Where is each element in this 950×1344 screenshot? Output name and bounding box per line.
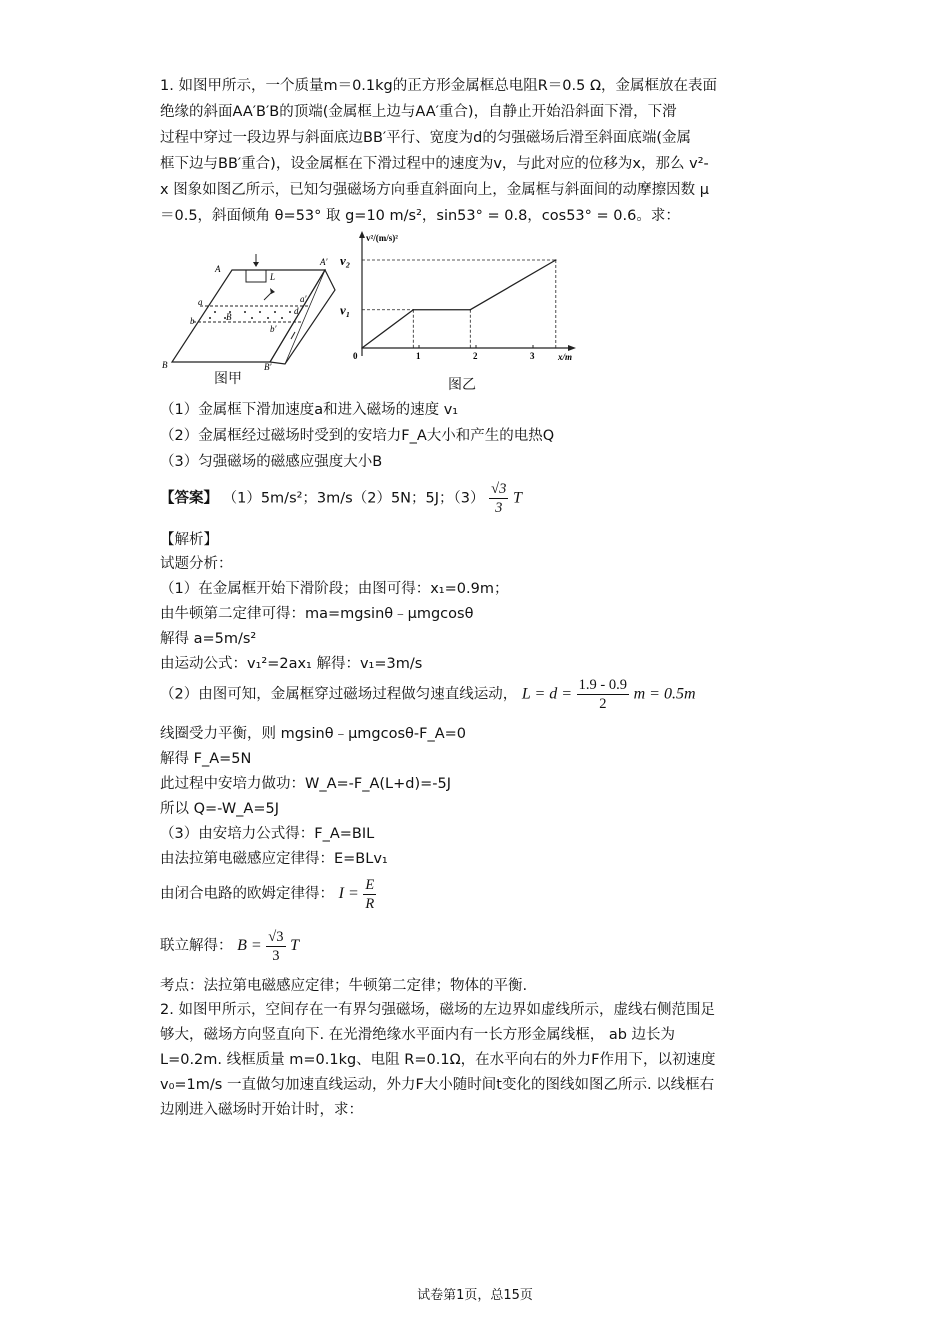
q1-question-1: （1）金属框下滑加速度a和进入磁场的速度 v₁ <box>160 402 459 418</box>
analysis-line-10: （3）由安培力公式得：F_A=BIL <box>160 826 375 842</box>
ohm-left: I = <box>338 885 359 902</box>
kaodian: 考点：法拉第电磁感应定律；牛顿第二定律；物体的平衡. <box>160 978 528 994</box>
x-axis-label: x/m <box>558 352 573 362</box>
analysis-line-1: 试题分析： <box>160 556 233 572</box>
label-A: A <box>215 264 221 274</box>
analysis-line-3: 由牛顿第二定律可得：ma=mgsinθ﹣μmgcosθ <box>160 606 474 622</box>
q2-line-1: 2. 如图甲所示，空间存在一有界匀强磁场，磁场的左边界如虚线所示，虚线右侧范围足 <box>160 1002 715 1018</box>
q2-line-3: L=0.2m. 线框质量 m=0.1kg、电阻 R=0.1Ω，在水平向右的外力F作用下，以初速度 <box>160 1052 716 1068</box>
part2-text: （2）由图可知，金属框穿过磁场过程做匀速直线运动， <box>160 686 518 703</box>
q2-line-4: v₀=1m/s 一直做匀加速直线运动，外力F大小随时间t变化的图线如图乙所示. 以线框右 <box>160 1077 715 1093</box>
label-L: L <box>270 272 276 282</box>
analysis-line-4: 解得 a=5m/s² <box>160 631 257 647</box>
label-b: b <box>190 316 195 326</box>
ohm-text: 由闭合电路的欧姆定律得： <box>160 886 334 902</box>
ohm-fraction <box>363 876 376 913</box>
analysis-line-5: 由运动公式：v₁²=2ax₁ 解得：v₁=3m/s <box>160 656 423 672</box>
x-tick-label-0: 0 <box>353 351 358 361</box>
q1-intro-line-6: ＝0.5，斜面倾角 θ=53° 取 g=10 m/s²，sin53° = 0.8，cos53° = 0.6。求： <box>160 208 680 224</box>
caption-figure-yi: 图乙 <box>448 377 476 393</box>
ohm-den: R <box>365 895 375 912</box>
q1-question-2: （2）金属框经过磁场时受到的安培力F_A大小和产生的电热Q <box>160 428 555 444</box>
analysis-line-8: 此过程中安培力做功：W_A=-F_A(L+d)=-5J <box>160 776 452 792</box>
label-B-prime: B′ <box>264 362 272 372</box>
q1-intro-line-2: 绝缘的斜面AA′B′B的顶端(金属框上边与AA′重合)，自静止开始沿斜面下滑，下滑 <box>160 104 677 120</box>
q1-question-3: （3）匀强磁场的磁感应强度大小B <box>160 454 383 470</box>
answer-text: （1）5m/s²；3m/s（2）5N；5J；（3） <box>222 490 485 507</box>
label-d: d <box>294 306 299 316</box>
label-b-prime: b′ <box>270 324 277 334</box>
q1-intro-line-5: x 图象如图乙所示，已知匀强磁场方向垂直斜面向上，金属框与斜面间的动摩擦因数 μ <box>160 182 710 198</box>
q1-intro-line-1: 1. 如图甲所示，一个质量m＝0.1kg的正方形金属框总电阻R＝0.5 Ω，金属框放在表面 <box>160 78 718 94</box>
solve-num: √3 <box>268 928 284 945</box>
answer-fraction <box>489 480 508 517</box>
series-line <box>362 260 556 348</box>
answer-unit: T <box>512 489 522 507</box>
label-B: B <box>162 360 168 370</box>
q2-line-2: 够大，磁场方向竖直向下. 在光滑绝缘水平面内有一长方形金属线框， ab 边长为 <box>160 1027 676 1043</box>
part2-fraction <box>577 676 629 713</box>
y-tick-label-1: v₂ <box>340 253 351 268</box>
analysis-line-7: 解得 F_A=5N <box>160 751 252 767</box>
solve-fraction <box>266 928 285 965</box>
figure-yi-chart <box>340 228 590 368</box>
label-field-B: B <box>226 312 232 322</box>
answer-frac-num: √3 <box>491 481 507 497</box>
q1-answer <box>160 480 796 517</box>
part2-math-left: L = d = <box>521 685 573 703</box>
page-footer: 试卷第1页，总15页 <box>417 1288 533 1303</box>
x-tick-label-3: 3 <box>530 351 535 361</box>
solve-left: B = <box>237 937 262 954</box>
analysis-line-11: 由法拉第电磁感应定律得：E=BLv₁ <box>160 851 388 867</box>
q1-intro-line-4: 框下边与BB′重合)，设金属框在下滑过程中的速度为v，与此对应的位移为x，那么 v²- <box>160 156 709 172</box>
part2-frac-num: 1.9 - 0.9 <box>578 677 627 693</box>
q1-intro-line-3: 过程中穿过一段边界与斜面底边BB′平行、宽度为d的匀强磁场后滑至斜面底端(金属 <box>160 130 692 146</box>
ohm-num: E <box>365 876 375 893</box>
answer-label: 【答案】 <box>160 490 218 507</box>
label-a: a <box>198 297 203 307</box>
label-a-prime: a′ <box>300 294 307 304</box>
solve-unit: T <box>290 937 300 954</box>
label-A-prime: A′ <box>320 257 328 267</box>
q2-line-5: 边刚进入磁场时开始计时，求： <box>160 1102 363 1118</box>
analysis-part2 <box>160 676 796 713</box>
analysis-ohm <box>160 874 796 914</box>
analysis-line-2: （1）在金属框开始下滑阶段；由图可得：x₁=0.9m； <box>160 581 509 597</box>
answer-frac-den: 3 <box>495 500 503 516</box>
x-tick-label-2: 2 <box>473 351 478 361</box>
y-axis-label: v²/(m/s)² <box>366 233 398 243</box>
part2-frac-den: 2 <box>599 696 607 712</box>
solve-den: 3 <box>272 947 280 964</box>
y-tick-label-0: v₁ <box>340 302 351 318</box>
analysis-label: 【解析】 <box>160 532 218 548</box>
figure-jia-incline <box>160 232 340 372</box>
part2-math-right: m = 0.5m <box>633 685 696 703</box>
analysis-solve <box>160 926 796 966</box>
analysis-line-6: 线圈受力平衡，则 mgsinθ﹣μmgcosθ-F_A=0 <box>160 726 467 742</box>
solve-text: 联立解得： <box>160 938 233 954</box>
analysis-line-9: 所以 Q=-W_A=5J <box>160 801 279 817</box>
caption-figure-jia: 图甲 <box>214 371 242 387</box>
x-tick-label-1: 1 <box>416 351 421 361</box>
